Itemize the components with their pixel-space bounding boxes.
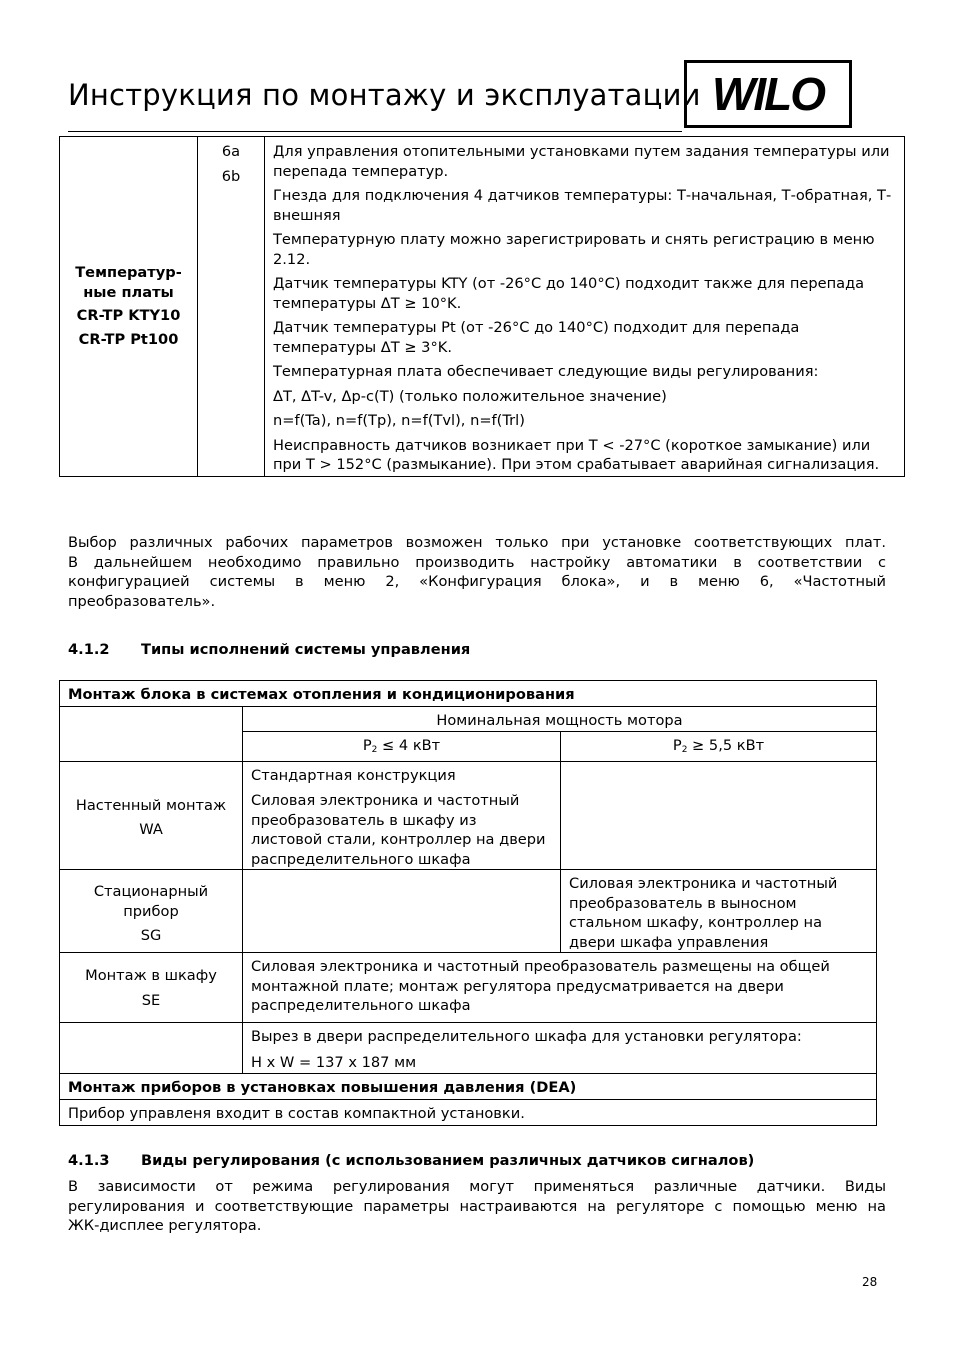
intro-line: Выбор различных рабочих параметров возможен только при установке соответствующих плат. — [68, 534, 886, 551]
empty-cutout-label-cell — [60, 1023, 243, 1074]
wilo-logo-text: WILO — [711, 68, 825, 120]
cutout-description: Вырез в двери распределительного шкафа для установки регулятора: — [251, 1028, 802, 1045]
wall-mount-standard: Стандартная конструкция — [251, 766, 456, 784]
stationary-high-cell: Силовая электроника и частотный преобразователь в выносном стальном шкафу, контроллер на двери шкафа управления — [561, 870, 877, 953]
intro-line: В дальнейшем необходимо правильно производить настройку автоматики в соответствии с — [68, 553, 886, 571]
board-label-line-1: Температур- — [75, 264, 182, 282]
wall-mount-name: Настенный монтаж — [75, 796, 227, 814]
col-high-symbol: P — [672, 737, 682, 754]
cabinet-mount-code: SE — [141, 991, 161, 1009]
col-low-power — [243, 732, 561, 762]
slot-number-cell — [198, 137, 265, 477]
temperature-boards-table — [59, 136, 905, 477]
page-number: 28 — [862, 1275, 878, 1289]
description-paragraph: Температурная плата обеспечивает следующие виды регулирования: — [273, 363, 819, 380]
col-low-value: ≤ 4 кВт — [377, 737, 441, 754]
board-label-cell — [60, 137, 198, 477]
board-label-line-2: ные платы — [83, 283, 174, 301]
col-high-power — [561, 732, 877, 762]
dea-text: Прибор управленя входит в состав компактной установки. — [60, 1100, 877, 1126]
wall-mount-low-cell — [243, 761, 561, 870]
cabinet-mount-name: Монтаж в шкафу — [85, 967, 217, 984]
cutout-cell — [243, 1023, 877, 1074]
intro-line: преобразователь». — [68, 592, 216, 610]
regulation-line: ЖК-дисплее регулятора. — [68, 1217, 262, 1234]
description-paragraph: Датчик температуры Pt (от -26°C до 140°C) подходит для перепада температуры ΔT ≥ 3°K. — [273, 319, 800, 356]
cabinet-mount-label — [60, 953, 243, 1023]
description-paragraph: n=f(Ta), n=f(Tp), n=f(Tvl), n=f(Trl) — [273, 412, 525, 429]
board-description-cell — [265, 137, 905, 477]
dea-header: Монтаж приборов в установках повышения давления (DEA) — [60, 1074, 877, 1100]
wilo-logo-graphic — [687, 63, 849, 125]
intro-paragraph — [68, 533, 886, 611]
wall-mount-label — [60, 761, 243, 870]
empty-corner-cell — [60, 707, 243, 762]
power-header: Номинальная мощность мотора — [243, 707, 877, 732]
cutout-dimensions: H x W = 137 x 187 мм — [251, 1053, 417, 1071]
stationary-name: Стационарный прибор — [93, 883, 209, 920]
section-heading-4-1-2 — [68, 641, 470, 658]
col-low-subscript: 2 — [371, 745, 378, 755]
description-paragraph: Гнезда для подключения 4 датчиков температуры: Т-начальная, Т-обратная, Т-внешняя — [273, 187, 892, 224]
section-number: 4.1.3 — [68, 1152, 110, 1169]
section-title: Виды регулирования (с использованием различных датчиков сигналов) — [141, 1152, 755, 1169]
slot-number-6b: 6b — [221, 167, 241, 185]
slot-number-6a: 6a — [221, 143, 241, 160]
heating-mounting-header: Монтаж блока в системах отопления и кондиционирования — [60, 681, 877, 707]
board-label-line-3: CR-TP KTY10 — [76, 307, 181, 325]
col-high-subscript: 2 — [681, 745, 688, 755]
wilo-logo — [684, 60, 852, 128]
stationary-code: SG — [140, 927, 162, 944]
stationary-low-cell — [243, 870, 561, 953]
col-low-symbol: P — [362, 737, 372, 754]
regulation-paragraph — [68, 1177, 886, 1236]
wall-mount-high-cell — [561, 761, 877, 870]
regulation-line: В зависимости от режима регулирования могут применяться различные датчики. Виды — [68, 1178, 886, 1195]
description-paragraph: Неисправность датчиков возникает при Т < -27°C (короткое замыкание) или при Т > 152°C (размыкание). При этом срабатывает аварийная сигнализация. — [273, 436, 880, 473]
wall-mount-code: WA — [139, 821, 163, 838]
section-number: 4.1.2 — [68, 641, 110, 658]
wall-mount-description: Силовая электроника и частотный преобразователь в шкафу из листовой стали, контроллер на двери распределительного шкафа — [251, 792, 546, 868]
description-paragraph: Датчик температуры KTY (от -26°C до 140°C) подходит также для перепада температуры ΔT ≥ 10°K. — [273, 275, 865, 312]
cabinet-mount-description: Силовая электроника и частотный преобразователь размещены на общей монтажной плате; монтаж регулятора предусматривается на двери распределительного шкафа — [243, 953, 877, 1023]
board-label-line-4: CR-TP Pt100 — [78, 330, 179, 348]
stationary-label — [60, 870, 243, 953]
control-system-types-table — [59, 680, 877, 1126]
header-divider — [68, 131, 682, 132]
section-heading-4-1-3 — [68, 1152, 754, 1169]
page-title: Инструкция по монтажу и эксплуатации — [68, 78, 701, 112]
description-paragraph: Температурную плату можно зарегистрировать и снять регистрацию в меню 2.12. — [273, 231, 875, 268]
section-title: Типы исполнений системы управления — [141, 641, 471, 658]
description-paragraph: Для управления отопительными установками путем задания температуры или перепада температур. — [273, 143, 890, 180]
col-high-value: ≥ 5,5 кВт — [687, 737, 765, 754]
description-paragraph: ΔT, ΔT-v, Δp-c(T) (только положительное значение) — [273, 387, 667, 405]
regulation-line: регулирования и соответствующие параметры настраиваются на регуляторе с помощью меню на — [68, 1197, 886, 1215]
intro-line: конфигурацией системы в меню 2, «Конфигурация блока», и в меню 6, «Частотный — [68, 573, 886, 590]
